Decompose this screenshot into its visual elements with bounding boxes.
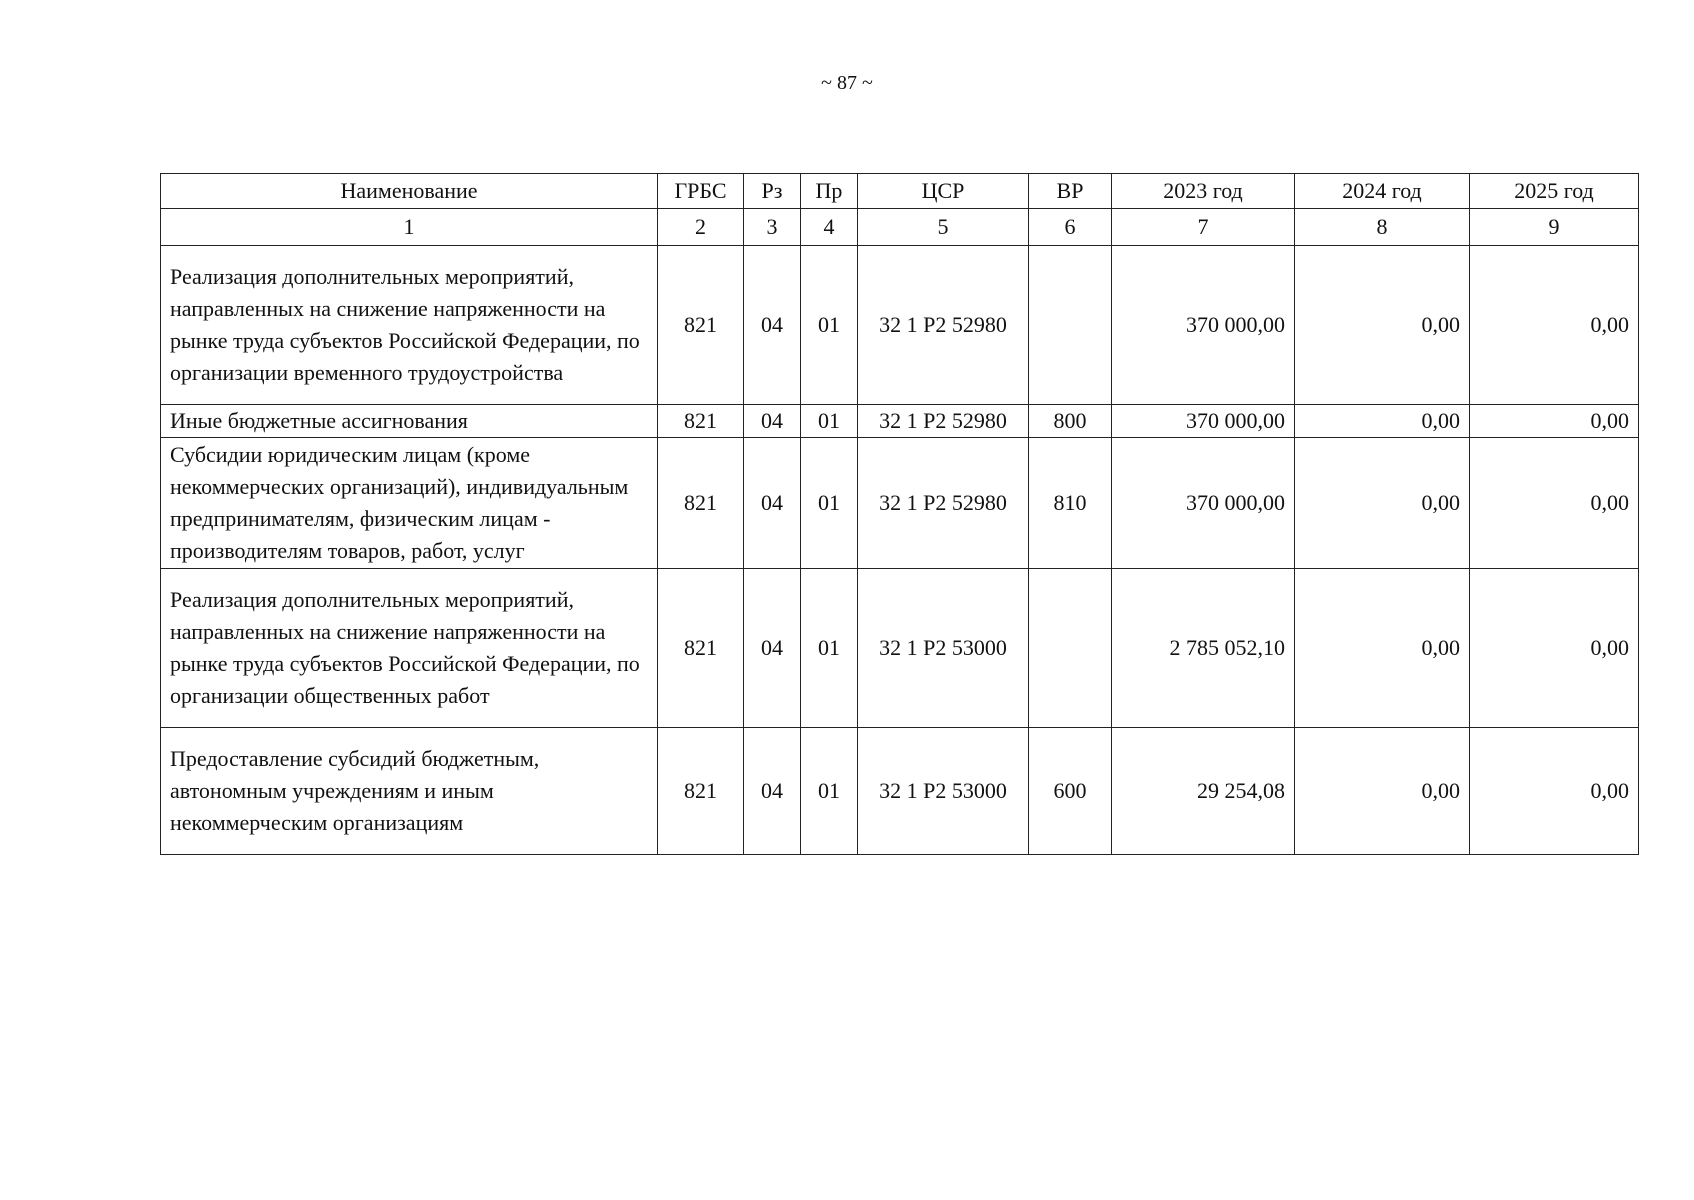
table-row [161,728,1639,855]
column-number: 6 [1029,209,1112,246]
row-2024: 0,00 [1295,438,1470,569]
row-csr: 32 1 P2 52980 [858,438,1029,569]
row-pr: 01 [801,246,858,405]
table-row [161,246,1639,405]
row-2025: 0,00 [1470,728,1639,855]
row-2024: 0,00 [1295,405,1470,438]
row-2025: 0,00 [1470,438,1639,569]
row-csr: 32 1 P2 52980 [858,405,1029,438]
row-rz: 04 [744,405,801,438]
row-2024: 0,00 [1295,728,1470,855]
header-grbs: ГРБС [658,174,744,209]
header-2025: 2025 год [1470,174,1639,209]
column-number: 4 [801,209,858,246]
row-csr: 32 1 P2 53000 [858,569,1029,728]
row-name: Предоставление субсидий бюджетным, автономным учреждениям и иным некоммерческим организациям [161,728,658,855]
row-pr: 01 [801,569,858,728]
column-number: 7 [1112,209,1295,246]
header-2023: 2023 год [1112,174,1295,209]
row-2023: 370 000,00 [1112,438,1295,569]
row-name: Иные бюджетные ассигнования [161,405,658,438]
column-number: 8 [1295,209,1470,246]
header-rz: Рз [744,174,801,209]
row-rz: 04 [744,569,801,728]
row-2025: 0,00 [1470,405,1639,438]
row-vr: 600 [1029,728,1112,855]
row-vr [1029,569,1112,728]
row-pr: 01 [801,728,858,855]
header-vr: ВР [1029,174,1112,209]
row-grbs: 821 [658,246,744,405]
column-number: 9 [1470,209,1639,246]
row-vr [1029,246,1112,405]
table-row [161,569,1639,728]
row-name: Реализация дополнительных мероприятий, направленных на снижение напряженности на рынке труда субъектов Российской Федерации, по организации временного трудоустройства [161,246,658,405]
row-rz: 04 [744,728,801,855]
row-grbs: 821 [658,438,744,569]
table-row [161,438,1639,569]
budget-table [160,173,1639,855]
row-vr: 810 [1029,438,1112,569]
column-number-row [161,209,1639,246]
column-number: 1 [161,209,658,246]
row-pr: 01 [801,438,858,569]
row-pr: 01 [801,405,858,438]
row-csr: 32 1 P2 53000 [858,728,1029,855]
row-2024: 0,00 [1295,246,1470,405]
row-2024: 0,00 [1295,569,1470,728]
header-row [161,174,1639,209]
header-csr: ЦСР [858,174,1029,209]
row-2025: 0,00 [1470,246,1639,405]
row-name: Субсидии юридическим лицам (кроме некоммерческих организаций), индивидуальным предпринимателям, физическим лицам - производителям товаров, работ, услуг [161,438,658,569]
row-grbs: 821 [658,728,744,855]
header-pr: Пр [801,174,858,209]
header-name: Наименование [161,174,658,209]
row-2023: 370 000,00 [1112,246,1295,405]
column-number: 3 [744,209,801,246]
row-csr: 32 1 P2 52980 [858,246,1029,405]
row-grbs: 821 [658,569,744,728]
row-2023: 370 000,00 [1112,405,1295,438]
table-row [161,405,1639,438]
row-2023: 2 785 052,10 [1112,569,1295,728]
column-number: 2 [658,209,744,246]
row-name: Реализация дополнительных мероприятий, направленных на снижение напряженности на рынке труда субъектов Российской Федерации, по организации общественных работ [161,569,658,728]
page-number: ~ 87 ~ [821,72,873,94]
row-rz: 04 [744,246,801,405]
row-rz: 04 [744,438,801,569]
header-2024: 2024 год [1295,174,1470,209]
row-2025: 0,00 [1470,569,1639,728]
row-grbs: 821 [658,405,744,438]
row-2023: 29 254,08 [1112,728,1295,855]
row-vr: 800 [1029,405,1112,438]
column-number: 5 [858,209,1029,246]
